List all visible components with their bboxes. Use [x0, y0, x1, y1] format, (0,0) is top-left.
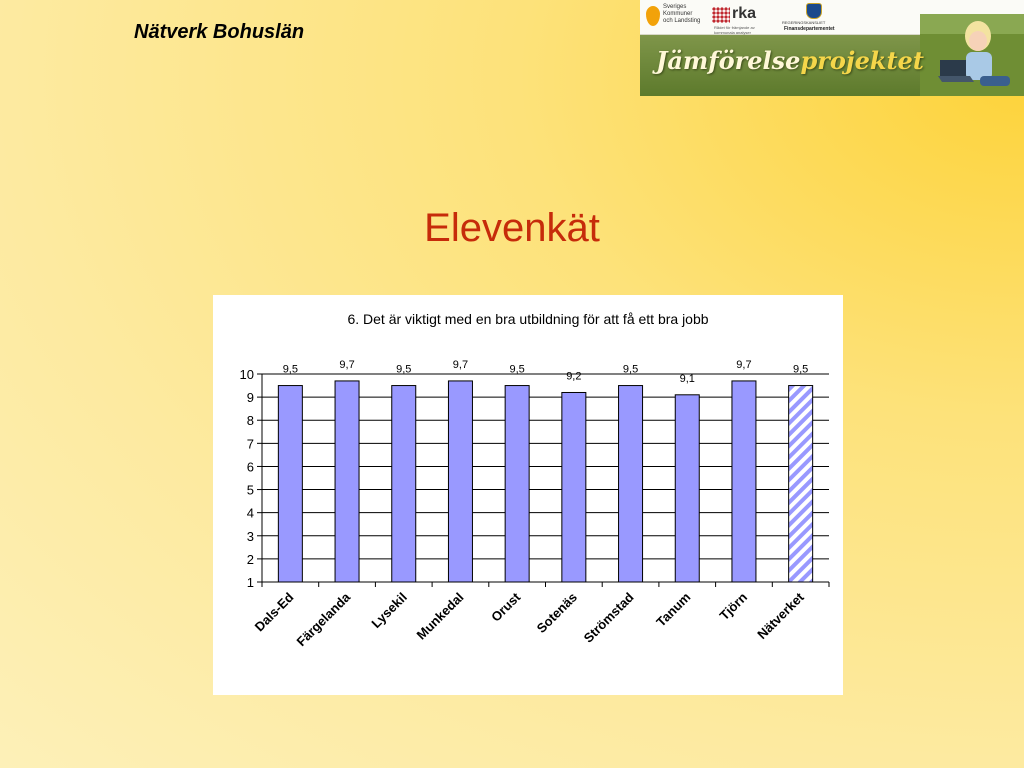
chart-title: 6. Det är viktigt med en bra utbildning för att få ett bra jobb — [347, 311, 709, 327]
data-label: 9,5 — [282, 363, 298, 376]
y-tick-label: 2 — [246, 551, 254, 567]
bar-färgelanda — [335, 381, 359, 582]
data-label: 9,2 — [566, 370, 582, 383]
x-tick-label: Sotenäs — [533, 589, 580, 636]
crown-emblem-icon — [806, 3, 822, 19]
project-name: Jämförelseprojektet — [656, 46, 924, 75]
y-tick-label: 9 — [246, 390, 254, 406]
skl-mark-icon — [646, 6, 660, 26]
y-tick-label: 4 — [246, 505, 254, 521]
data-label: 9,5 — [622, 363, 639, 376]
skl-logo-text: Sveriges Kommuner och Landsting — [663, 4, 701, 24]
data-label: 9,5 — [793, 363, 809, 376]
bar-sotenäs — [562, 392, 586, 582]
y-tick-label: 6 — [246, 459, 254, 475]
data-label: 9,5 — [509, 363, 525, 376]
x-tick-label: Färgelanda — [293, 589, 354, 650]
finansdepartementet-text: Finansdepartementet — [784, 26, 835, 32]
bar-lysekil — [392, 386, 416, 582]
x-tick-label: Dals-Ed — [251, 589, 297, 635]
y-tick-label: 8 — [246, 413, 254, 429]
bar-strömstad — [619, 386, 643, 582]
finansdepartementet-logo — [782, 3, 846, 33]
y-tick-label: 1 — [246, 575, 254, 590]
child-with-laptop-photo — [920, 14, 1024, 96]
data-label: 9,1 — [679, 372, 695, 385]
bar-tanum — [675, 395, 699, 582]
x-tick-label: Munkedal — [413, 589, 467, 643]
x-tick-label: Nätverket — [754, 589, 807, 643]
data-label: 9,7 — [339, 358, 355, 371]
chart-container — [213, 295, 843, 695]
bar-orust — [505, 386, 529, 582]
y-tick-label: 3 — [246, 528, 254, 544]
bar-tjörn — [732, 381, 756, 582]
rka-logo-subtitle: Rådet för främjande av kommunala analyser — [714, 25, 755, 35]
regeringskansliet-text: REGERINGSKANSLIET — [782, 20, 826, 25]
project-banner — [640, 0, 1024, 96]
skl-logo — [646, 4, 702, 32]
y-tick-label: 10 — [239, 367, 254, 382]
data-label: 9,7 — [452, 358, 469, 371]
bar-munkedal — [448, 381, 472, 582]
bar-nätverket — [789, 386, 813, 582]
rka-logo-name: rka — [732, 5, 757, 22]
network-title: Nätverk Bohuslän — [134, 21, 305, 43]
bar-chart — [213, 295, 843, 695]
rka-dots-icon — [712, 7, 730, 23]
bars — [278, 381, 812, 582]
data-label: 9,5 — [396, 363, 412, 376]
slide-title: Elevenkät — [424, 206, 600, 250]
x-tick-label: Tanum — [653, 589, 694, 630]
x-tick-label: Tjörn — [716, 589, 751, 624]
bar-dals-ed — [278, 386, 302, 582]
y-tick-label: 7 — [246, 436, 254, 452]
data-labels — [283, 359, 809, 385]
x-tick-label: Orust — [488, 589, 524, 625]
x-tick-label: Lysekil — [368, 589, 410, 631]
rka-logo — [712, 4, 772, 35]
data-label: 9,7 — [736, 358, 752, 371]
x-tick-label: Strömstad — [580, 589, 637, 646]
y-tick-label: 5 — [246, 482, 254, 498]
